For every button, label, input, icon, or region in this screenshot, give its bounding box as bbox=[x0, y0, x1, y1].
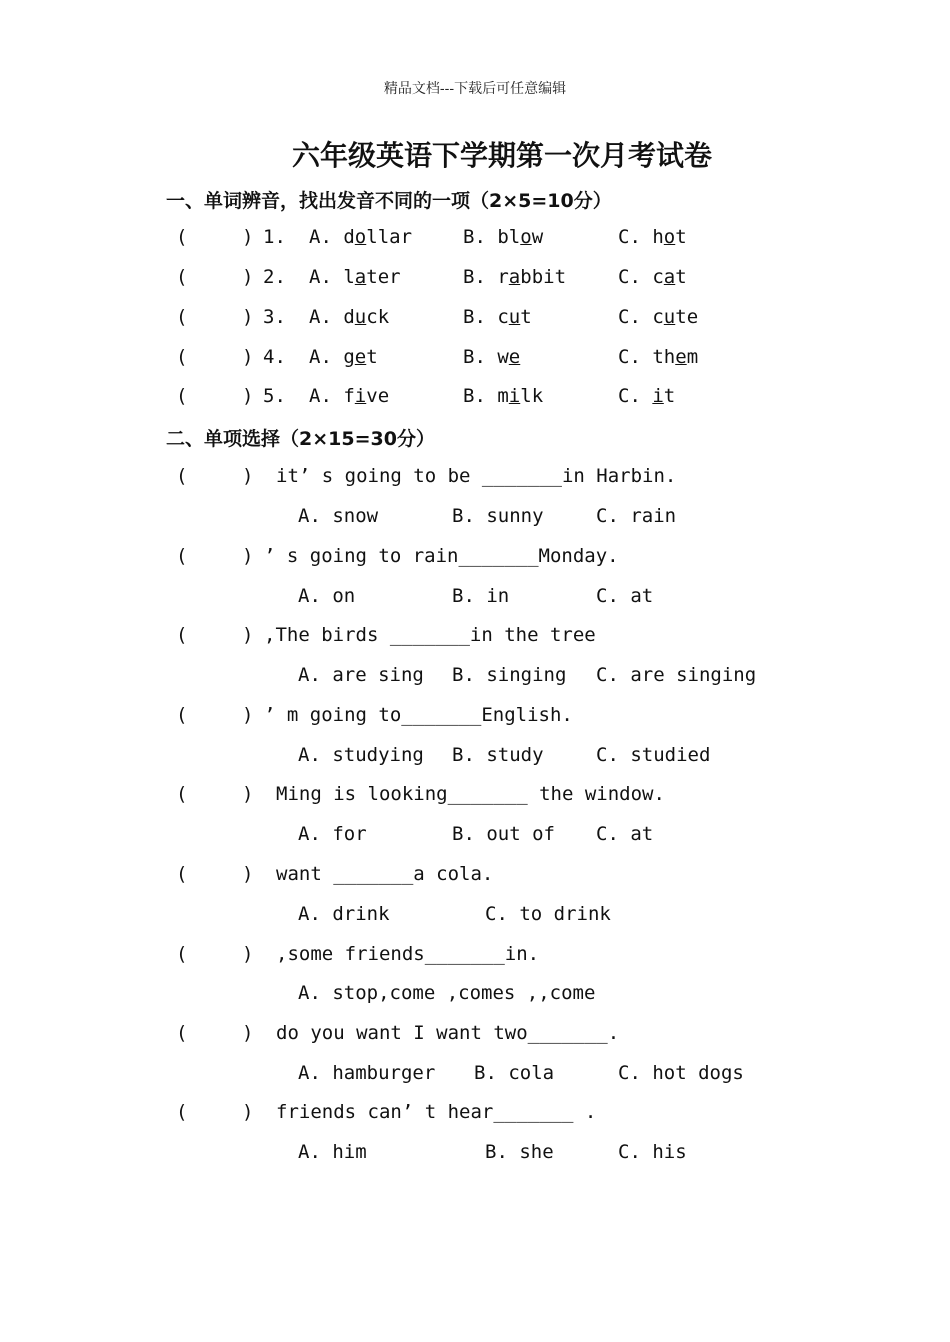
exam-title: 六年级英语下学期第一次月考试卷 bbox=[291, 139, 712, 172]
underlined-letter: i bbox=[354, 385, 367, 407]
options-row bbox=[0, 505, 950, 531]
underlined-letter: o bbox=[354, 226, 367, 248]
answer-option: B. study bbox=[452, 744, 544, 766]
options-row bbox=[0, 982, 950, 1008]
answer-option: C. at bbox=[596, 823, 654, 845]
word-suffix: w bbox=[531, 226, 544, 248]
answer-paren-close: ) bbox=[242, 465, 254, 487]
underlined-letter: u bbox=[663, 306, 676, 328]
options-row bbox=[0, 744, 950, 770]
word-suffix: llar bbox=[366, 226, 413, 248]
phonics-question-row bbox=[0, 226, 950, 252]
word-prefix: th bbox=[652, 346, 676, 368]
word-prefix: bl bbox=[497, 226, 521, 248]
option-a bbox=[309, 266, 401, 288]
answer-option: C. to drink bbox=[485, 903, 611, 925]
page-header: 精品文档---下载后可任意编辑 bbox=[383, 81, 567, 97]
underlined-letter: i bbox=[508, 385, 521, 407]
word-prefix: g bbox=[343, 346, 355, 368]
answer-paren-close: ) bbox=[242, 1022, 254, 1044]
answer-option: A. studying bbox=[298, 744, 424, 766]
answer-paren-open[interactable]: ( bbox=[176, 385, 188, 407]
underlined-letter: u bbox=[508, 306, 521, 328]
answer-paren-open[interactable]: ( bbox=[176, 306, 188, 328]
option-label: C. bbox=[618, 346, 641, 368]
underlined-letter: a bbox=[508, 266, 521, 288]
choice-question-row bbox=[0, 1101, 950, 1127]
option-label: B. bbox=[463, 346, 486, 368]
word-prefix: d bbox=[343, 226, 355, 248]
option-b bbox=[463, 306, 532, 328]
word-prefix: c bbox=[652, 266, 664, 288]
answer-paren-close: ) bbox=[242, 385, 254, 407]
option-label: C. bbox=[618, 306, 641, 328]
option-a bbox=[309, 306, 389, 328]
word-suffix: t bbox=[675, 266, 687, 288]
answer-option: A. snow bbox=[298, 505, 379, 527]
question-stem: it’ s going to be _______in Harbin. bbox=[276, 465, 677, 487]
word-suffix: t bbox=[675, 226, 687, 248]
answer-paren-close: ) bbox=[242, 704, 254, 726]
option-label: B. bbox=[463, 306, 486, 328]
answer-option: B. cola bbox=[474, 1062, 555, 1084]
answer-option: A. on bbox=[298, 585, 356, 607]
option-c bbox=[618, 266, 687, 288]
question-stem: ’ s going to rain_______Monday. bbox=[264, 545, 619, 567]
answer-paren-open[interactable]: ( bbox=[176, 1022, 188, 1044]
answer-option: A. stop,come ,comes ,,come bbox=[298, 982, 596, 1004]
option-label: A. bbox=[309, 385, 332, 407]
word-prefix: r bbox=[497, 266, 509, 288]
word-suffix: t bbox=[663, 385, 676, 407]
options-row bbox=[0, 823, 950, 849]
answer-paren-open[interactable]: ( bbox=[176, 545, 188, 567]
word-suffix: ve bbox=[366, 385, 390, 407]
question-number: 1. bbox=[263, 226, 286, 248]
options-row bbox=[0, 585, 950, 611]
answer-option: A. him bbox=[298, 1141, 367, 1163]
underlined-letter: e bbox=[675, 346, 687, 368]
option-label: A. bbox=[309, 226, 332, 248]
word-prefix: d bbox=[343, 306, 355, 328]
underlined-letter: u bbox=[354, 306, 367, 328]
word-suffix: t bbox=[366, 346, 378, 368]
answer-paren-open[interactable]: ( bbox=[176, 346, 188, 368]
answer-paren-close: ) bbox=[242, 943, 254, 965]
answer-paren-open[interactable]: ( bbox=[176, 266, 188, 288]
answer-option: A. for bbox=[298, 823, 367, 845]
underlined-letter: a bbox=[354, 266, 367, 288]
section-2-heading: 二、单项选择（2×15=30分） bbox=[166, 428, 435, 450]
question-stem: ,The birds _______in the tree bbox=[264, 624, 596, 646]
word-suffix: ter bbox=[366, 266, 401, 288]
option-label: B. bbox=[463, 226, 486, 248]
answer-option: C. are singing bbox=[596, 664, 757, 686]
question-stem: Ming is looking_______ the window. bbox=[276, 783, 665, 805]
answer-option: A. are sing bbox=[298, 664, 424, 686]
answer-option: B. in bbox=[452, 585, 510, 607]
choice-question-row bbox=[0, 624, 950, 650]
option-b bbox=[463, 385, 543, 407]
underlined-letter: o bbox=[520, 226, 532, 248]
answer-paren-close: ) bbox=[242, 306, 254, 328]
option-label: B. bbox=[463, 266, 486, 288]
answer-option: B. out of bbox=[452, 823, 555, 845]
question-number: 2. bbox=[263, 266, 286, 288]
option-a bbox=[309, 226, 412, 248]
answer-option: B. sunny bbox=[452, 505, 544, 527]
underlined-letter: i bbox=[652, 385, 664, 407]
answer-paren-close: ) bbox=[242, 266, 254, 288]
options-row bbox=[0, 903, 950, 929]
word-suffix: bbit bbox=[520, 266, 567, 288]
answer-option: C. at bbox=[596, 585, 654, 607]
option-label: C. bbox=[618, 266, 641, 288]
answer-paren-open[interactable]: ( bbox=[176, 624, 188, 646]
word-prefix: h bbox=[652, 226, 664, 248]
answer-option: A. drink bbox=[298, 903, 390, 925]
options-row bbox=[0, 664, 950, 690]
answer-paren-close: ) bbox=[242, 226, 254, 248]
phonics-question-row bbox=[0, 266, 950, 292]
answer-paren-close: ) bbox=[242, 1101, 254, 1123]
answer-paren-close: ) bbox=[242, 624, 254, 646]
phonics-question-row bbox=[0, 346, 950, 372]
choice-question-row bbox=[0, 943, 950, 969]
option-label: A. bbox=[309, 346, 332, 368]
answer-paren-open[interactable]: ( bbox=[176, 783, 188, 805]
question-number: 5. bbox=[263, 385, 286, 407]
option-a bbox=[309, 346, 378, 368]
underlined-letter: e bbox=[354, 346, 367, 368]
answer-paren-close: ) bbox=[242, 783, 254, 805]
answer-option: C. hot dogs bbox=[618, 1062, 744, 1084]
word-suffix: m bbox=[686, 346, 699, 368]
word-prefix: c bbox=[497, 306, 509, 328]
choice-question-row bbox=[0, 863, 950, 889]
answer-option: B. singing bbox=[452, 664, 567, 686]
phonics-question-row bbox=[0, 306, 950, 332]
word-suffix: t bbox=[520, 306, 532, 328]
option-label: B. bbox=[463, 385, 486, 407]
answer-option: C. studied bbox=[596, 744, 711, 766]
answer-option: A. hamburger bbox=[298, 1062, 436, 1084]
answer-paren-open[interactable]: ( bbox=[176, 226, 188, 248]
word-suffix: lk bbox=[520, 385, 544, 407]
question-stem: do you want I want two_______. bbox=[276, 1022, 620, 1044]
word-suffix: ck bbox=[366, 306, 390, 328]
word-prefix: c bbox=[652, 306, 664, 328]
answer-paren-open[interactable]: ( bbox=[176, 863, 188, 885]
option-c bbox=[618, 385, 675, 407]
underlined-letter: a bbox=[663, 266, 676, 288]
answer-paren-close: ) bbox=[242, 545, 254, 567]
underlined-letter: o bbox=[663, 226, 676, 248]
word-prefix: w bbox=[497, 346, 509, 368]
question-number: 3. bbox=[263, 306, 286, 328]
question-stem: ,some friends_______in. bbox=[276, 943, 540, 965]
answer-paren-open[interactable]: ( bbox=[176, 943, 188, 965]
answer-paren-open[interactable]: ( bbox=[176, 704, 188, 726]
choice-question-row bbox=[0, 545, 950, 571]
options-row bbox=[0, 1141, 950, 1167]
word-prefix: l bbox=[343, 266, 355, 288]
answer-option: B. she bbox=[485, 1141, 554, 1163]
option-c bbox=[618, 226, 687, 248]
answer-option: C. rain bbox=[596, 505, 677, 527]
choice-question-row bbox=[0, 1022, 950, 1048]
question-stem: friends can’ t hear_______ . bbox=[276, 1101, 597, 1123]
options-row bbox=[0, 1062, 950, 1088]
option-label: A. bbox=[309, 306, 332, 328]
option-label: C. bbox=[618, 385, 641, 407]
choice-question-row bbox=[0, 783, 950, 809]
phonics-question-row bbox=[0, 385, 950, 411]
answer-option: C. his bbox=[618, 1141, 687, 1163]
option-b bbox=[463, 226, 543, 248]
option-c bbox=[618, 346, 698, 368]
option-c bbox=[618, 306, 698, 328]
question-stem: want _______a cola. bbox=[276, 863, 494, 885]
word-suffix: te bbox=[675, 306, 699, 328]
section-1-heading: 一、单词辨音，找出发音不同的一项（2×5=10分） bbox=[166, 190, 612, 212]
answer-paren-close: ) bbox=[242, 863, 254, 885]
option-label: A. bbox=[309, 266, 332, 288]
question-stem: ’ m going to_______English. bbox=[264, 704, 573, 726]
word-prefix: f bbox=[343, 385, 355, 407]
answer-paren-open[interactable]: ( bbox=[176, 1101, 188, 1123]
answer-paren-close: ) bbox=[242, 346, 254, 368]
choice-question-row bbox=[0, 465, 950, 491]
option-label: C. bbox=[618, 226, 641, 248]
option-b bbox=[463, 346, 520, 368]
option-b bbox=[463, 266, 566, 288]
choice-question-row bbox=[0, 704, 950, 730]
word-prefix: m bbox=[497, 385, 509, 407]
option-a bbox=[309, 385, 389, 407]
answer-paren-open[interactable]: ( bbox=[176, 465, 188, 487]
question-number: 4. bbox=[263, 346, 286, 368]
underlined-letter: e bbox=[508, 346, 521, 368]
